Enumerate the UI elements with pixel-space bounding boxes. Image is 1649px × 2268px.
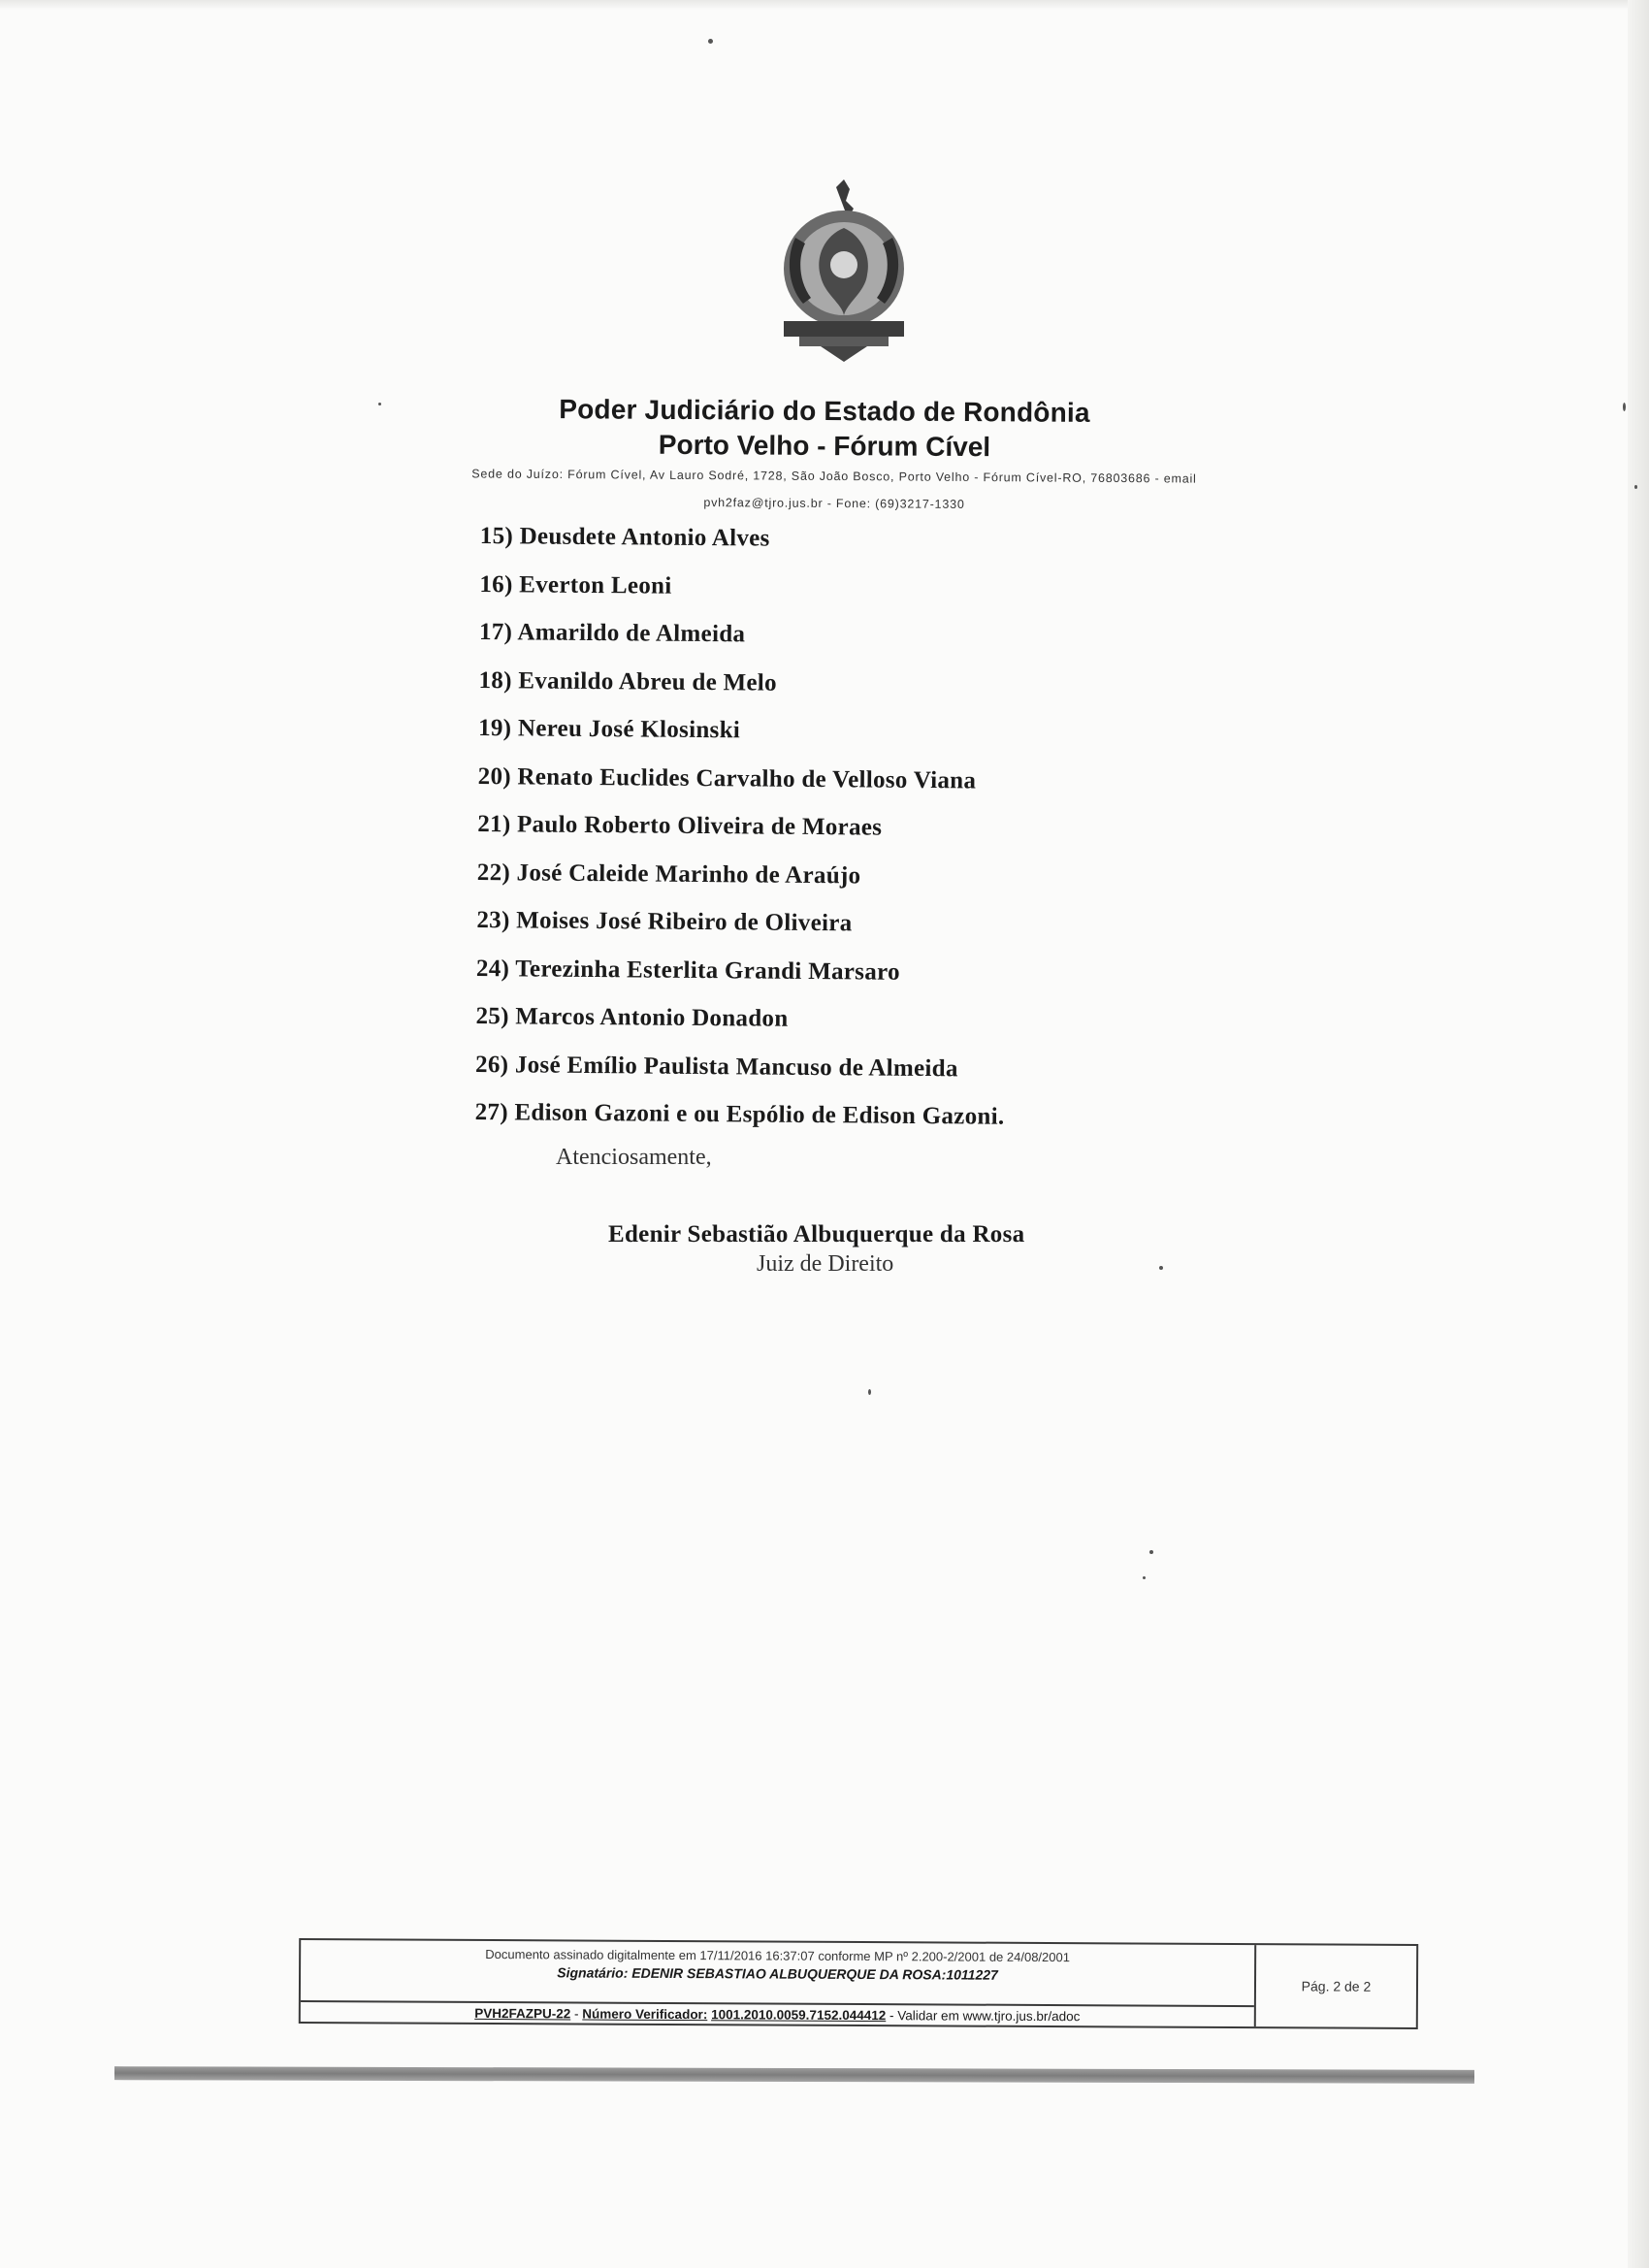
scan-speck	[1623, 403, 1626, 411]
list-item: 15) Deusdete Antonio Alves	[479, 522, 770, 552]
list-item: 17) Amarildo de Almeida	[478, 618, 746, 648]
court-title: Poder Judiciário do Estado de Rondônia	[559, 394, 1090, 428]
scan-speck	[708, 39, 713, 44]
verifier-line: PVH2FAZPU-22 - Número Verificador: 1001.2010.0059.7152.044412 - Validar em www.tjro.jus.br/adoc	[301, 2000, 1254, 2025]
signer-name: Edenir Sebastião Albuquerque da Rosa	[608, 1221, 1025, 1247]
list-item: 24) Terezinha Esterlita Grandi Marsaro	[475, 955, 900, 986]
scan-speck	[1634, 485, 1637, 489]
list-item: 20) Renato Euclides Carvalho de Velloso Viana	[477, 762, 977, 794]
signature-date-line: Documento assinado digitalmente em 17/11/2016 16:37:07 conforme MP nº 2.200-2/2001 de 24/08/2001	[485, 1946, 1071, 1965]
validate-link[interactable]: Validar em www.tjro.jus.br/adoc	[897, 2008, 1081, 2025]
scan-speck	[868, 1389, 871, 1395]
forum-title: Porto Velho - Fórum Cível	[658, 429, 991, 463]
list-item: 25) Marcos Antonio Donadon	[475, 1002, 789, 1032]
rondonia-coat-of-arms-emblem	[766, 179, 922, 364]
bottom-divider-bar	[114, 2066, 1474, 2084]
signatory-line: Signatário: EDENIR SEBASTIAO ALBUQUERQUE DA ROSA:1011227	[557, 1964, 998, 1983]
list-item: 19) Nereu José Klosinski	[478, 714, 741, 744]
list-item: 23) Moises José Ribeiro de Oliveira	[476, 906, 853, 937]
document-code: PVH2FAZPU-22	[474, 2005, 571, 2022]
scan-right-edge	[1628, 0, 1649, 2268]
scan-speck	[378, 403, 381, 405]
list-item: 21) Paulo Roberto Oliveira de Moraes	[477, 810, 883, 841]
court-contact: pvh2faz@tjro.jus.br - Fone: (69)3217-1330	[703, 496, 965, 511]
names-list	[474, 522, 1159, 1152]
scan-speck	[1159, 1266, 1163, 1270]
scan-speck	[1149, 1550, 1153, 1554]
scan-speck	[1143, 1576, 1146, 1579]
list-item: 26) José Emílio Paulista Mancuso de Almeida	[475, 1051, 958, 1082]
signature-details	[301, 1940, 1256, 2026]
signer-role: Juiz de Direito	[757, 1251, 894, 1277]
list-item: 16) Everton Leoni	[479, 570, 672, 599]
court-address: Sede do Juízo: Fórum Cível, Av Lauro Sodré, 1728, São João Bosco, Porto Velho - Fórum Cível-RO, 76803686 - email	[471, 467, 1197, 486]
list-item: 27) Edison Gazoni e ou Espólio de Edison Gazoni.	[474, 1098, 1005, 1130]
digital-signature-box	[299, 1938, 1418, 2029]
verifier-number: 1001.2010.0059.7152.044412	[711, 2007, 887, 2024]
list-item: 22) José Caleide Marinho de Araújo	[476, 859, 861, 889]
page-number: Pág. 2 de 2	[1301, 1978, 1372, 1994]
closing-salutation: Atenciosamente,	[556, 1145, 712, 1170]
list-item: 18) Evanildo Abreu de Melo	[478, 666, 778, 697]
verifier-label: Número Verificador:	[582, 2006, 708, 2023]
scan-top-shadow	[0, 0, 1649, 10]
